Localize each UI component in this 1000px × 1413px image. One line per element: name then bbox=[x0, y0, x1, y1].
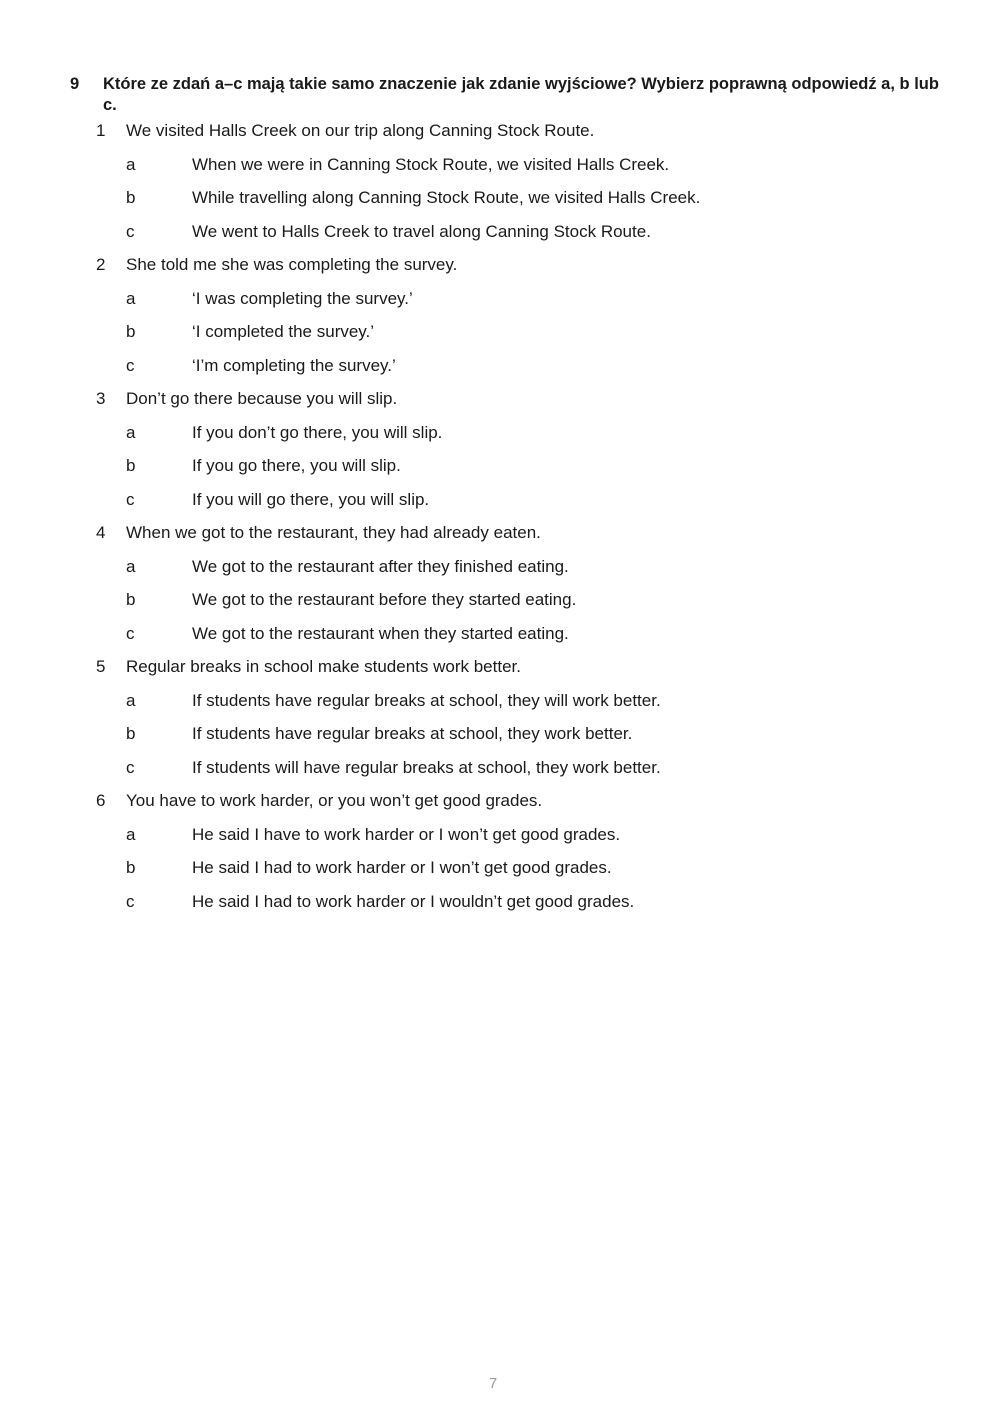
exercise-instruction: Które ze zdań a–c mają takie samo znaczenie jak zdanie wyjściowe? Wybierz poprawną odpowiedź a, b lub c. bbox=[103, 75, 939, 114]
question-text: Regular breaks in school make students work better. bbox=[126, 657, 521, 676]
answer-option-a[interactable] bbox=[70, 556, 950, 590]
answer-option-a[interactable] bbox=[70, 154, 950, 188]
option-text: He said I had to work harder or I wouldn’t get good grades. bbox=[192, 891, 635, 911]
option-text: If you don’t go there, you will slip. bbox=[192, 422, 443, 442]
answer-option-b[interactable] bbox=[70, 187, 950, 221]
option-text: If students have regular breaks at school, they work better. bbox=[192, 724, 633, 743]
question-number: 6 bbox=[96, 791, 106, 810]
option-letter: b bbox=[126, 590, 136, 609]
option-text: If students will have regular breaks at school, they work better. bbox=[192, 757, 661, 777]
option-text: ‘I was completing the survey.’ bbox=[192, 288, 413, 308]
answer-option-b[interactable] bbox=[70, 455, 950, 489]
question-stem bbox=[70, 388, 950, 422]
question-5 bbox=[70, 656, 950, 790]
option-letter: b bbox=[126, 858, 136, 877]
option-letter: a bbox=[126, 154, 136, 174]
exercise-header bbox=[70, 74, 950, 116]
option-letter: a bbox=[126, 824, 136, 844]
question-text: When we got to the restaurant, they had already eaten. bbox=[126, 523, 541, 542]
option-letter: b bbox=[126, 724, 136, 743]
option-letter: a bbox=[126, 422, 136, 442]
option-letter: c bbox=[126, 757, 135, 777]
question-stem bbox=[70, 656, 950, 690]
answer-option-c[interactable] bbox=[70, 355, 950, 389]
option-text: We got to the restaurant when they started eating. bbox=[192, 623, 569, 643]
option-letter: c bbox=[126, 355, 135, 375]
answer-option-c[interactable] bbox=[70, 891, 950, 925]
option-text: We got to the restaurant after they finished eating. bbox=[192, 556, 569, 576]
answer-option-a[interactable] bbox=[70, 288, 950, 322]
option-text: He said I have to work harder or I won’t get good grades. bbox=[192, 824, 621, 844]
option-letter: a bbox=[126, 288, 136, 308]
option-text: We got to the restaurant before they started eating. bbox=[192, 590, 577, 609]
page-number: 7 bbox=[488, 1375, 498, 1392]
question-list bbox=[70, 120, 950, 924]
option-letter: c bbox=[126, 891, 135, 911]
answer-option-c[interactable] bbox=[70, 757, 950, 791]
option-letter: a bbox=[126, 556, 136, 576]
option-letter: a bbox=[126, 690, 136, 710]
question-3 bbox=[70, 388, 950, 522]
option-letter: c bbox=[126, 221, 135, 241]
question-6 bbox=[70, 790, 950, 924]
option-text: We went to Halls Creek to travel along Canning Stock Route. bbox=[192, 221, 651, 241]
exercise-number: 9 bbox=[70, 75, 80, 93]
question-stem bbox=[70, 790, 950, 824]
question-stem bbox=[70, 254, 950, 288]
option-letter: c bbox=[126, 489, 135, 509]
option-text: ‘I’m completing the survey.’ bbox=[192, 355, 396, 375]
answer-option-b[interactable] bbox=[70, 723, 950, 757]
answer-option-a[interactable] bbox=[70, 422, 950, 456]
option-text: While travelling along Canning Stock Route, we visited Halls Creek. bbox=[192, 188, 701, 207]
option-letter: b bbox=[126, 456, 136, 475]
question-number: 4 bbox=[96, 523, 106, 542]
question-text: Don’t go there because you will slip. bbox=[126, 389, 398, 408]
question-number: 3 bbox=[96, 389, 106, 408]
option-text: If you will go there, you will slip. bbox=[192, 489, 430, 509]
answer-option-c[interactable] bbox=[70, 221, 950, 255]
question-text: We visited Halls Creek on our trip along Canning Stock Route. bbox=[126, 121, 595, 140]
question-4 bbox=[70, 522, 950, 656]
question-2 bbox=[70, 254, 950, 388]
answer-option-c[interactable] bbox=[70, 623, 950, 657]
question-1 bbox=[70, 120, 950, 254]
option-letter: b bbox=[126, 188, 136, 207]
answer-option-b[interactable] bbox=[70, 857, 950, 891]
answer-option-c[interactable] bbox=[70, 489, 950, 523]
question-number: 1 bbox=[96, 121, 106, 140]
option-text: He said I had to work harder or I won’t get good grades. bbox=[192, 858, 612, 877]
option-letter: c bbox=[126, 623, 135, 643]
question-number: 5 bbox=[96, 657, 106, 676]
exercise bbox=[70, 74, 950, 924]
question-number: 2 bbox=[96, 255, 106, 274]
answer-option-a[interactable] bbox=[70, 824, 950, 858]
question-text: You have to work harder, or you won’t get good grades. bbox=[126, 791, 543, 810]
option-text: ‘I completed the survey.’ bbox=[192, 322, 375, 341]
answer-option-b[interactable] bbox=[70, 321, 950, 355]
question-stem bbox=[70, 522, 950, 556]
option-text: When we were in Canning Stock Route, we visited Halls Creek. bbox=[192, 154, 670, 174]
option-letter: b bbox=[126, 322, 136, 341]
option-text: If you go there, you will slip. bbox=[192, 456, 401, 475]
question-text: She told me she was completing the survey. bbox=[126, 255, 458, 274]
option-text: If students have regular breaks at school, they will work better. bbox=[192, 690, 661, 710]
answer-option-b[interactable] bbox=[70, 589, 950, 623]
answer-option-a[interactable] bbox=[70, 690, 950, 724]
question-stem bbox=[70, 120, 950, 154]
